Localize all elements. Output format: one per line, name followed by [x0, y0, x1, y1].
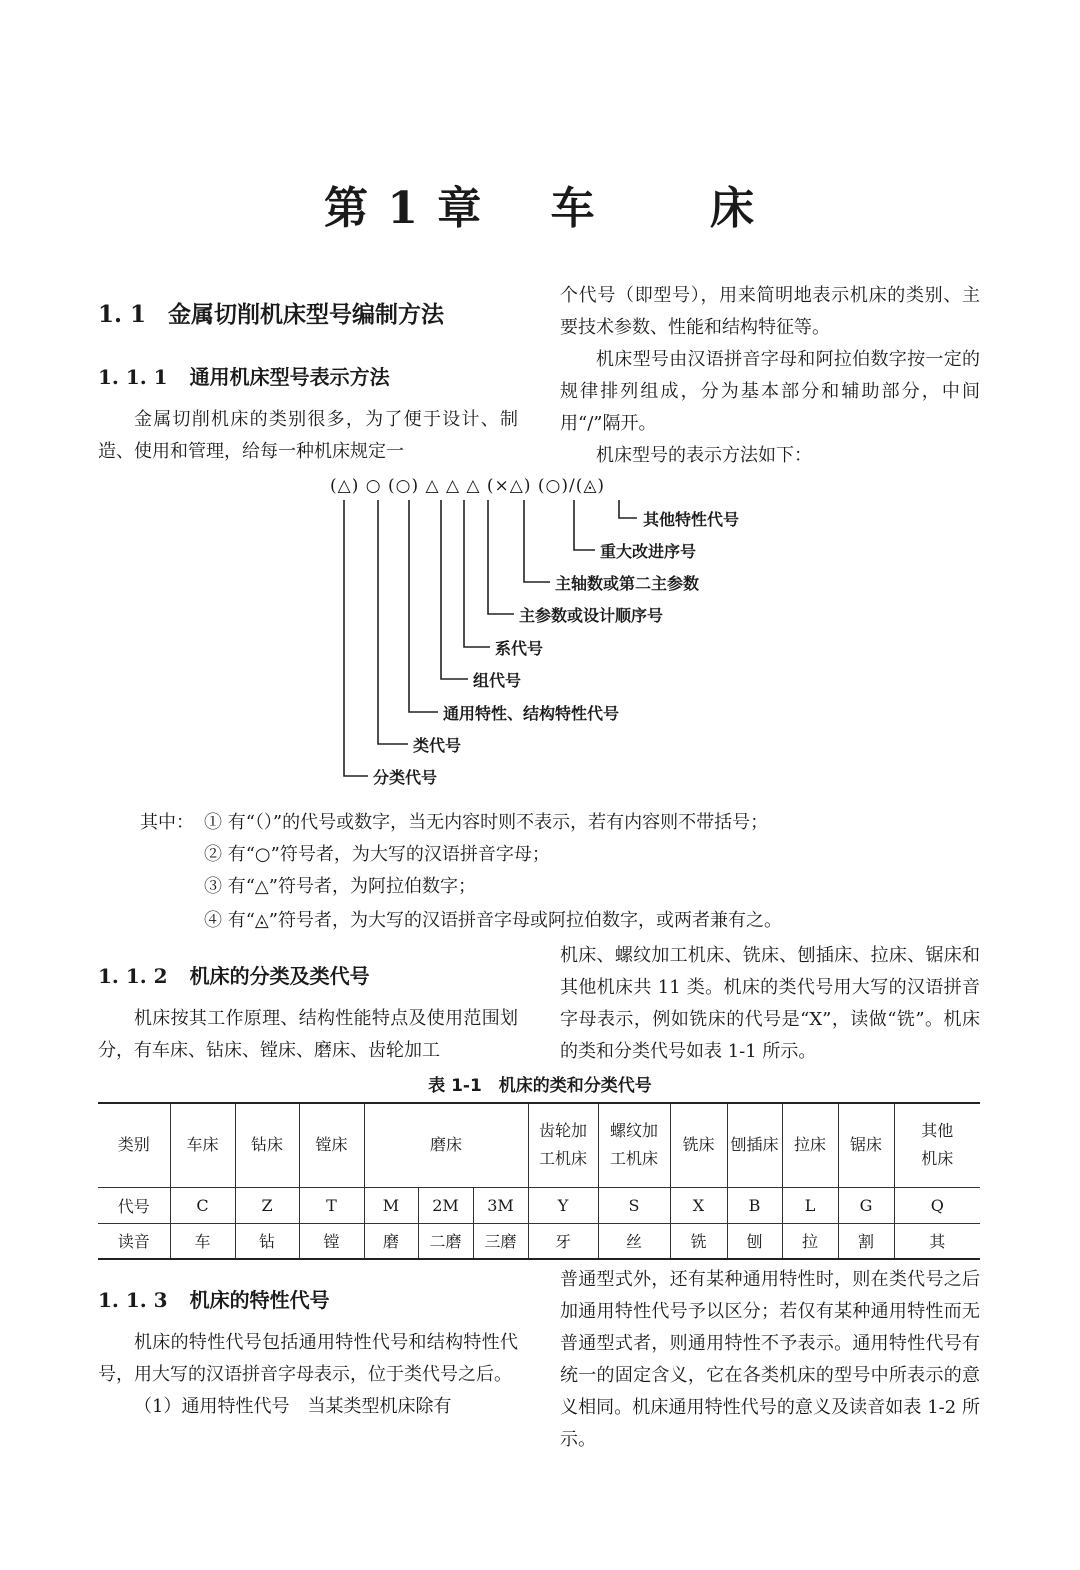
section-number: 1. 1 [98, 301, 147, 328]
section-number: 1. 1. 3 [98, 1288, 168, 1312]
paragraph-right-1: 个代号（即型号），用来简明地表示机床的类别、主要技术参数、性能和结构特征等。 机床型号由汉语拼音字母和阿拉伯数字按一定的规律排列组成，分为基本部分和辅助部分，中间用“/”隔开。 机床型号的表示方法如下： [560, 285, 980, 466]
section-title: 机床的特性代号 [189, 1288, 330, 1312]
note-item: ③ 有“△”符号者，为阿拉伯数字； [204, 876, 476, 897]
model-formula: (△) ○ (○) △ △ △ (×△) (○)/(◬) [330, 476, 606, 496]
classification-table [98, 1102, 980, 1260]
table-row: 读音 车 钻 镗 磨 二磨 三磨 牙 丝 铣 刨 拉 割 其 [98, 1223, 980, 1259]
note-item: ② 有“○”符号者，为大写的汉语拼音字母； [204, 844, 550, 865]
section-heading-1-1-2 [98, 960, 370, 989]
paragraph-right-3: 普通型式外，还有某种通用特性时，则在类代号之后加通用特性代号予以区分；若仅有某种通用特性而无普通型式者，则通用特性不予表示。通用特性代号有统一的固定含义，它在各类机床的型号中所表示的意义相同。机床通用特性代号的意义及读音如表 1-2 所示。 [560, 1269, 980, 1450]
paragraph-left-3: 机床的特性代号包括通用特性代号和结构特性代号，用大写的汉语拼音字母表示，位于类代号之后。 （1）通用特性代号 当某类型机床除有 [98, 1332, 518, 1417]
diagram-label: 其他特性代号 [643, 510, 740, 529]
section-number: 1. 1. 1 [98, 365, 168, 389]
note-item: ① 有“（）”的代号或数字，当无内容时则不表示，若有内容则不带括号； [204, 812, 769, 833]
paragraph-left-2: 机床按其工作原理、结构性能特点及使用范围划分，有车床、钻床、镗床、磨床、齿轮加工 [98, 1008, 518, 1061]
paragraph-right-2: 机床、螺纹加工机床、铣床、刨插床、拉床、锯床和其他机床共 11 类。机床的类代号用大写的汉语拼音字母表示，例如铣床的代号是“X”，读做“铣”。机床的类和分类代号如表 1-1 所示。 [560, 945, 980, 1062]
diagram-label: 分类代号 [373, 768, 438, 787]
note-item: ④ 有“◬”符号者，为大写的汉语拼音字母或阿拉伯数字，或两者兼有之。 [204, 910, 782, 931]
paragraph-left-1: 金属切削机床的类别很多，为了便于设计、制造、使用和管理，给每一种机床规定一 [98, 409, 518, 462]
diagram-label: 组代号 [473, 671, 522, 690]
section-title: 机床的分类及类代号 [189, 964, 370, 988]
chapter-number: 第 1 章 [324, 183, 484, 234]
section-heading-1-1-3 [98, 1284, 330, 1313]
section-title: 通用机床型号表示方法 [189, 365, 390, 389]
diagram-label: 主轴数或第二主参数 [555, 574, 700, 593]
notes-prefix: 其中： [140, 812, 194, 833]
chapter-title-char-2: 床 [709, 183, 756, 234]
section-number: 1. 1. 2 [98, 964, 168, 988]
section-title: 金属切削机床型号编制方法 [168, 302, 445, 328]
diagram-label: 主参数或设计顺序号 [519, 606, 664, 625]
table-row: 代号 C Z T M 2M 3M Y S X B L G Q [98, 1187, 980, 1223]
table-caption: 表 1-1 机床的类和分类代号 [428, 1076, 652, 1096]
diagram-label: 重大改进序号 [600, 542, 697, 561]
chapter-title-char-1: 车 [550, 183, 597, 234]
table-row: 类别 车床 钻床 镗床 磨床 齿轮加工机床 螺纹加工机床 铣床 刨插床 拉床 锯床 其他机床 [98, 1103, 980, 1187]
diagram-label: 类代号 [413, 736, 462, 755]
diagram-label: 系代号 [495, 639, 544, 658]
diagram-label: 通用特性、结构特性代号 [443, 704, 620, 723]
